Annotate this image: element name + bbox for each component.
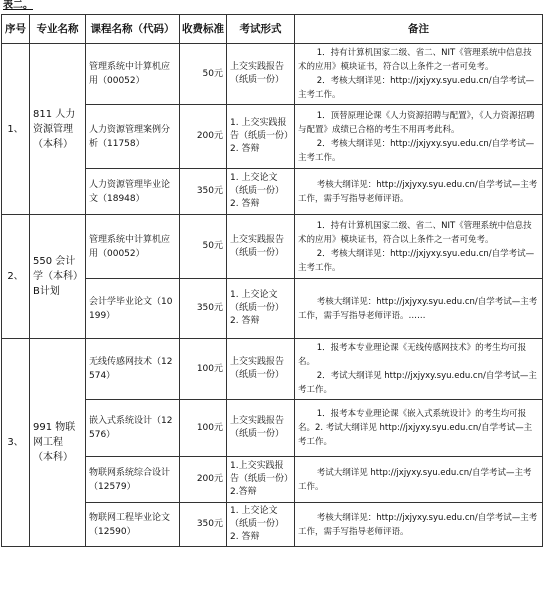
exam-line: 上交实践报告（纸质一份） — [230, 416, 285, 439]
exam-line: 1. 上交论文（纸质一份） — [230, 290, 285, 313]
fee-cell: 350元 — [180, 503, 227, 547]
note-line: 考核大纲详见：http://jxjyxy.syu.edu.cn/自学考试—主考工作，需手写指导老师评语。 — [298, 179, 538, 204]
notes-cell — [295, 105, 543, 169]
exam-cell — [227, 105, 295, 169]
fee-cell: 200元 — [180, 457, 227, 503]
notes-cell — [295, 339, 543, 400]
exam-line: 1.上交实践报告（纸质一份） — [230, 461, 294, 484]
notes-cell — [295, 279, 543, 339]
notes-cell — [295, 457, 543, 503]
seq-cell: 2、 — [2, 215, 30, 339]
exam-line: 2. 答辩 — [230, 532, 260, 542]
course-cell: 无线传感网技术（12574） — [86, 339, 180, 400]
header-exam: 考试形式 — [227, 15, 295, 44]
note-line: 2．考核大纲详见：http://jxjyxy.syu.edu.cn/自学考试—主考工作。 — [298, 248, 535, 273]
fee-cell: 50元 — [180, 215, 227, 279]
exam-line: 1. 上交论文（纸质一份） — [230, 173, 285, 196]
exam-cell — [227, 169, 295, 215]
note-line: 1．持有计算机国家二级、省二、NIT《管理系统中信息技术的应用》模块证书，符合以上条件之一者可免考。 — [298, 220, 532, 245]
table-row — [2, 339, 543, 400]
course-cell: 人力资源管理毕业论文（18948） — [86, 169, 180, 215]
course-cell: 物联网工程毕业论文（12590） — [86, 503, 180, 547]
exam-cell — [227, 503, 295, 547]
note-line: 2．考核大纲详见：http://jxjyxy.syu.edu.cn/自学考试—主考工作。 — [298, 138, 535, 163]
notes-cell — [295, 503, 543, 547]
note-line: 考试大纲详见 http://jxjyxy.syu.edu.cn/自学考试—主考工作。 — [298, 467, 532, 492]
seq-cell: 3、 — [2, 339, 30, 547]
fee-cell: 100元 — [180, 339, 227, 400]
table-body — [2, 44, 543, 547]
notes-cell — [295, 400, 543, 457]
header-major: 专业名称 — [30, 15, 86, 44]
course-cell: 物联网系统综合设计（12579） — [86, 457, 180, 503]
exam-cell — [227, 400, 295, 457]
exam-line: 上交实践报告（纸质一份） — [230, 234, 285, 258]
course-cell: 管理系统中计算机应用（00052） — [86, 44, 180, 105]
exam-line: 2.答辩 — [230, 487, 257, 497]
fee-cell: 100元 — [180, 400, 227, 457]
note-line: 2．考试大纲详见 http://jxjyxy.syu.edu.cn/自学考试—主考工作。 — [298, 371, 537, 395]
exam-line: 2. 答辩 — [230, 316, 260, 326]
fee-table — [1, 14, 543, 547]
exam-cell — [227, 339, 295, 400]
header-fee: 收费标准 — [180, 15, 227, 44]
seq-cell: 1、 — [2, 44, 30, 215]
note-line: 考核大纲详见：http://jxjyxy.syu.edu.cn/自学考试—主考工作，需手写指导老师评语。 — [298, 512, 538, 537]
course-cell: 管理系统中计算机应用（00052） — [86, 215, 180, 279]
header-course: 课程名称（代码） — [86, 15, 180, 44]
exam-cell — [227, 215, 295, 279]
header-seq: 序号 — [2, 15, 30, 44]
course-cell: 嵌入式系统设计（12576） — [86, 400, 180, 457]
exam-line: 上交实践报告（纸质一份） — [230, 357, 285, 380]
major-cell: 550 会计学（本科）B计划 — [30, 215, 86, 339]
exam-line: 1. 上交实践报告（纸质一份） — [230, 118, 294, 141]
major-cell: 991 物联网工程（本科） — [30, 339, 86, 547]
header-row — [2, 15, 543, 44]
exam-line: 2. 答辩 — [230, 199, 260, 209]
exam-line: 上交实践报告（纸质一份） — [230, 62, 285, 85]
fee-cell: 200元 — [180, 105, 227, 169]
exam-cell — [227, 44, 295, 105]
note-line: 2．考核大纲详见：http://jxjyxy.syu.edu.cn/自学考试—主考工作。 — [298, 76, 535, 100]
note-line: 1．报考本专业理论课《无线传感网技术》的考生均可报名。 — [298, 343, 527, 367]
course-cell: 人力资源管理案例分析（11758） — [86, 105, 180, 169]
exam-line: 1. 上交论文（纸质一份） — [230, 506, 285, 529]
notes-cell — [295, 169, 543, 215]
fee-cell: 350元 — [180, 169, 227, 215]
note-line: 1．报考本专业理论课《嵌入式系统设计》的考生均可报名。2. 考试大纲详见 http://jxjyxy.syu.edu.cn/自学考试—主考工作。 — [298, 409, 533, 447]
exam-cell — [227, 457, 295, 503]
course-cell: 会计学毕业论文（10199） — [86, 279, 180, 339]
note-line: 考核大纲详见：http://jxjyxy.syu.edu.cn/自学考试—主考工作，需手写指导老师评语。…… — [298, 296, 538, 321]
table-row — [2, 215, 543, 279]
exam-cell — [227, 279, 295, 339]
header-notes: 备注 — [295, 15, 543, 44]
note-line: 1．持有计算机国家二级、省二、NIT《管理系统中信息技术的应用》模块证书，符合以上条件之一者可免考。 — [298, 48, 532, 72]
table-row — [2, 44, 543, 105]
major-cell: 811 人力资源管理（本科） — [30, 44, 86, 215]
note-line: 1．顶替原理论课《人力资源招聘与配置》，《人力资源招聘与配置》成绩已合格的考生不用再考此科。 — [298, 110, 535, 135]
fee-cell: 350元 — [180, 279, 227, 339]
exam-line: 2. 答辩 — [230, 144, 260, 154]
notes-cell — [295, 215, 543, 279]
fee-cell: 50元 — [180, 44, 227, 105]
table-caption: 表二。 — [3, 0, 33, 11]
notes-cell — [295, 44, 543, 105]
